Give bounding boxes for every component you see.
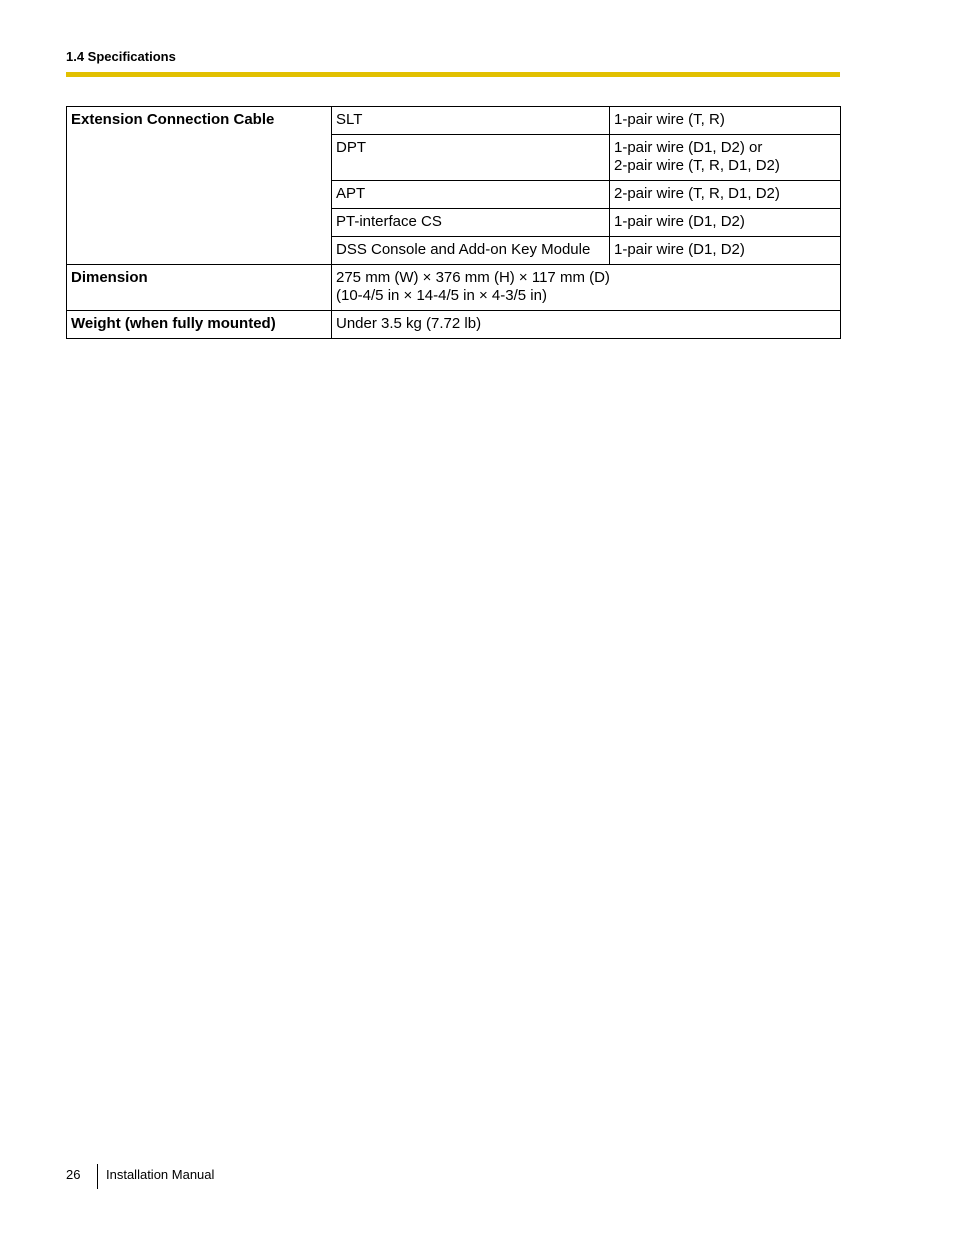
- table-row: [67, 265, 841, 311]
- table-row: [67, 107, 841, 135]
- weight-value-cell: Under 3.5 kg (7.72 lb): [332, 311, 841, 339]
- row-label-dimension: Dimension: [67, 265, 332, 311]
- section-header: 1.4 Specifications: [66, 49, 176, 64]
- terminal-type-cell: SLT: [332, 107, 610, 135]
- wire-spec-cell: [610, 181, 841, 209]
- manual-title: Installation Manual: [106, 1167, 215, 1182]
- terminal-type-cell: DPT: [332, 135, 610, 181]
- terminal-type-cell: APT: [332, 181, 610, 209]
- page-number: 26: [66, 1167, 81, 1182]
- table-row: [67, 311, 841, 339]
- wire-spec-cell: [610, 135, 841, 181]
- terminal-type-cell: DSS Console and Add-on Key Module: [332, 237, 610, 265]
- specifications-table: [66, 106, 841, 339]
- dimension-value-cell: [332, 265, 841, 311]
- wire-spec-line: 1-pair wire (D1, D2) or: [614, 139, 763, 156]
- wire-spec-line: 1-pair wire (D1, D2): [614, 241, 745, 258]
- footer-divider: [97, 1164, 98, 1189]
- dimension-line-metric: 275 mm (W) × 376 mm (H) × 117 mm (D): [336, 269, 610, 286]
- wire-spec-line: 1-pair wire (T, R): [614, 111, 725, 128]
- wire-spec-cell: [610, 237, 841, 265]
- row-label-weight: Weight (when fully mounted): [67, 311, 332, 339]
- wire-spec-line: 2-pair wire (T, R, D1, D2): [614, 185, 780, 202]
- wire-spec-line: 1-pair wire (D1, D2): [614, 213, 745, 230]
- dimension-line-imperial: (10-4/5 in × 14-4/5 in × 4-3/5 in): [336, 287, 547, 304]
- wire-spec-cell: [610, 209, 841, 237]
- terminal-type-cell: PT-interface CS: [332, 209, 610, 237]
- wire-spec-line: 2-pair wire (T, R, D1, D2): [614, 157, 780, 174]
- header-rule: [66, 72, 840, 77]
- wire-spec-cell: [610, 107, 841, 135]
- row-label-extension-cable: Extension Connection Cable: [67, 107, 332, 265]
